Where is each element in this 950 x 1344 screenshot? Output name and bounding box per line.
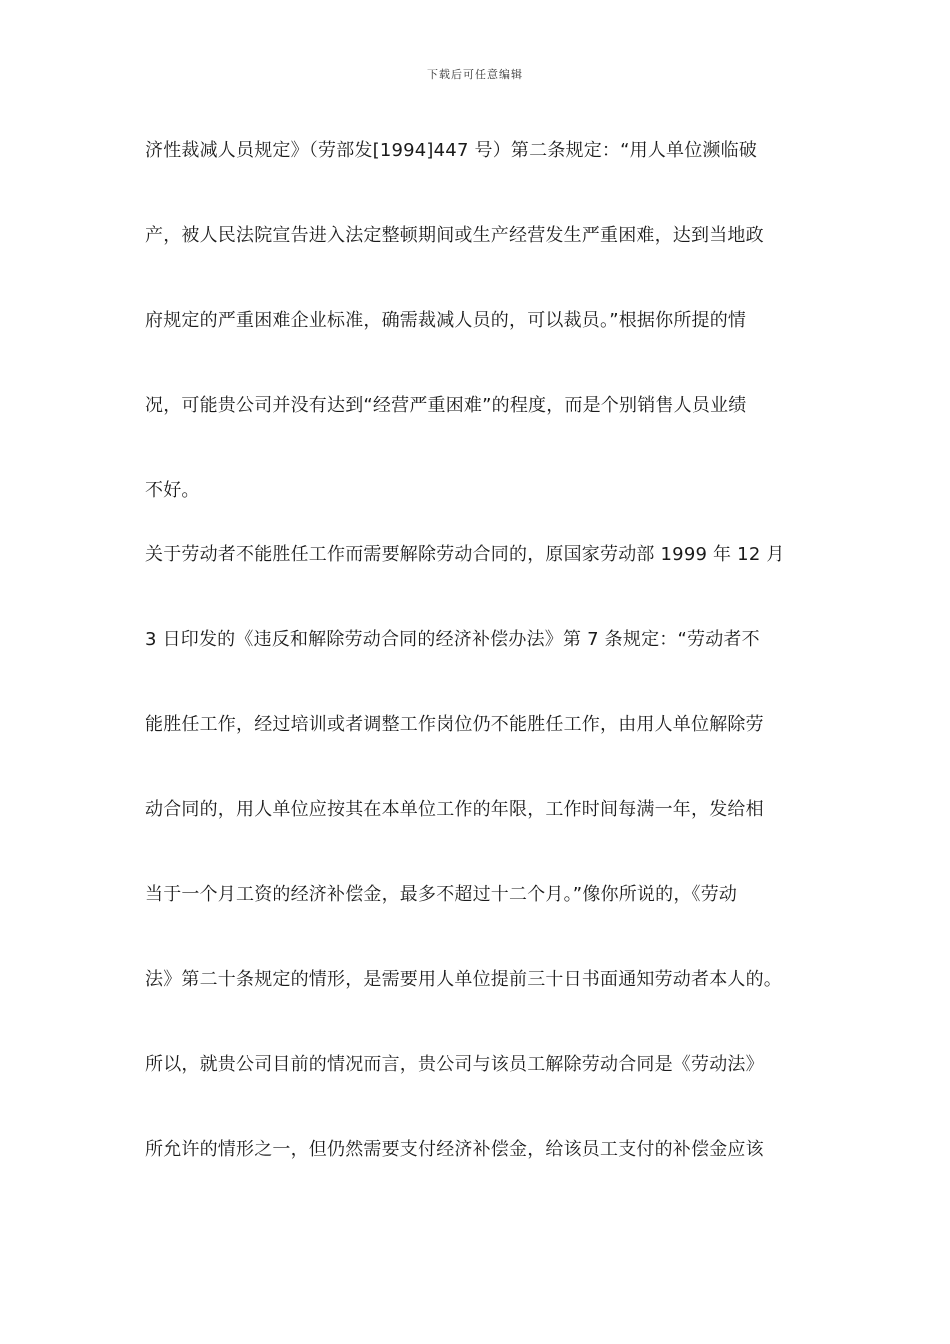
text-line: 府规定的严重困难企业标准，确需裁减人员的，可以裁员。”根据你所提的情 (145, 310, 747, 331)
text-line: 动合同的，用人单位应按其在本单位工作的年限，工作时间每满一年，发给相 (145, 799, 764, 820)
text-line: 所以，就贵公司目前的情况而言，贵公司与该员工解除劳动合同是《劳动法》 (145, 1054, 764, 1075)
text-line: 关于劳动者不能胜任工作而需要解除劳动合同的，原国家劳动部 1999 年 12 月 (145, 544, 785, 565)
text-line: 济性裁减人员规定》（劳部发[1994]447 号）第二条规定：“用人单位濒临破 (145, 140, 758, 161)
text-line: 当于一个月工资的经济补偿金，最多不超过十二个月。”像你所说的，《劳动 (145, 884, 738, 905)
text-line: 所允许的情形之一，但仍然需要支付经济补偿金，给该员工支付的补偿金应该 (145, 1139, 764, 1160)
text-line: 3 日印发的《违反和解除劳动合同的经济补偿办法》第 7 条规定：“劳动者不 (145, 629, 760, 650)
text-line: 法》第二十条规定的情形，是需要用人单位提前三十日书面通知劳动者本人的。 (145, 969, 782, 990)
text-line: 不好。 (145, 480, 200, 501)
page-header: 下载后可任意编辑 (427, 68, 523, 81)
text-line: 况，可能贵公司并没有达到“经营严重困难”的程度，而是个别销售人员业绩 (145, 395, 747, 416)
text-line: 能胜任工作，经过培训或者调整工作岗位仍不能胜任工作，由用人单位解除劳 (145, 714, 764, 735)
text-line: 产，被人民法院宣告进入法定整顿期间或生产经营发生严重困难，达到当地政 (145, 225, 764, 246)
